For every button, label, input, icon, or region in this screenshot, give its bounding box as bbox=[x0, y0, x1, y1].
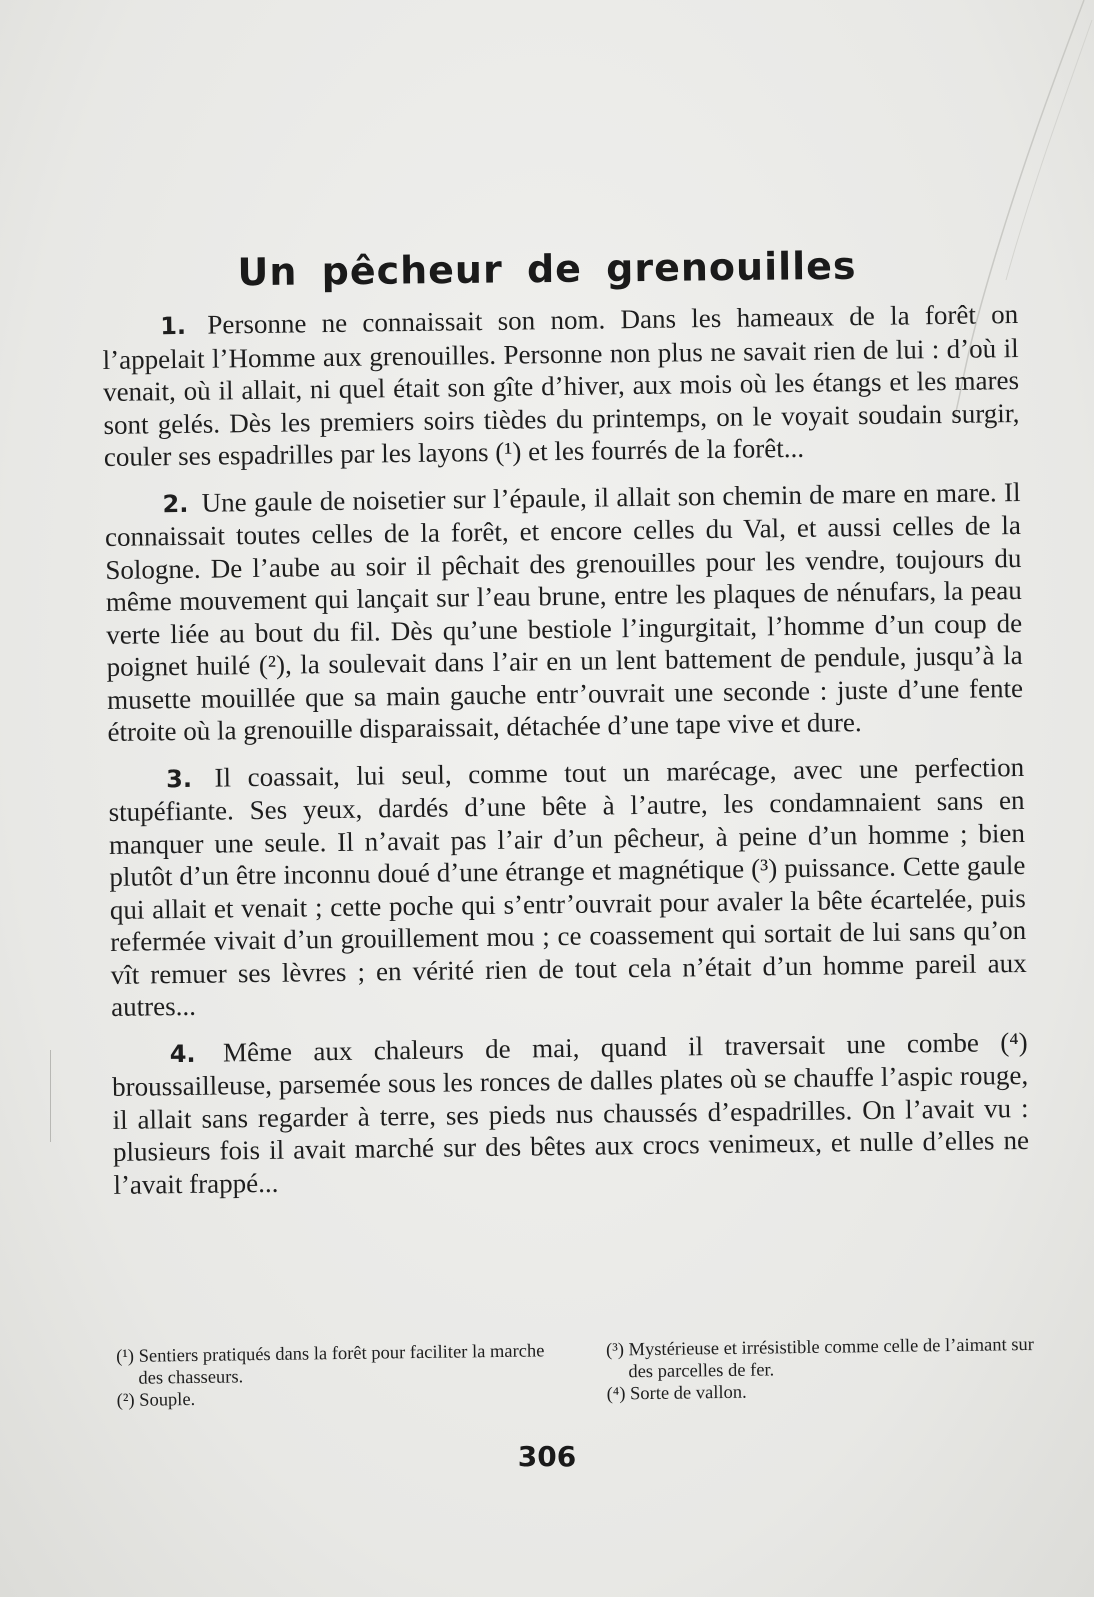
page-number: 306 bbox=[517, 1440, 577, 1473]
margin-mark bbox=[50, 1050, 51, 1142]
paragraph-text: Une gaule de noisetier sur l’épaule, il allait son chemin de mare en mare. Il connaissait toutes celles de la forêt, et encore celles du Val, et aussi celles de la Sologne. De l’aube au soir il pêchait des grenouilles pour les vendre, toujours du même mouvement qui lançait sur l’eau brune, entre les plaques de nénufars, la peau verte liée au bout du fil. Dès qu’une bestiole l’ingurgitait, l’homme d’un coup de poignet huilé (²), la soulevait dans l’air en un lent battement de pendule, jusqu’à la musette mouillée que sa main gauche entr’ouvrait une seconde : juste d’une fente étroite où la grenouille disparaissait, détachée d’une tape vive et dure. bbox=[104, 476, 1024, 747]
footnotes-right-column bbox=[606, 1334, 1037, 1406]
footnotes bbox=[116, 1334, 1037, 1412]
footnote-3: (³) Mystérieuse et irrésistible comme celle de l’aimant sur des parcelles de fer. bbox=[605, 1334, 1035, 1383]
footnotes-left-column bbox=[116, 1340, 557, 1412]
paragraph-number: 4. bbox=[169, 1039, 196, 1068]
paragraph-text: Même aux chaleurs de mai, quand il traversait une combe (⁴) broussailleuse, parsemée sous les ronces de dalles plates où se chauffe l’aspic rouge, il allait sans regarder à terre, ses pieds nus chaussés d’espadrilles. On l’avait vu : plusieurs fois il avait marché sur des bêtes aux crocs venimeux, et nulle d’elles ne l’avait frappé... bbox=[111, 1026, 1030, 1200]
paragraph-text: Il coassait, lui seul, comme tout un marécage, avec une perfection stupéfiante. Ses yeux, dardés d’une bête à l’autre, les condamnaient sans en manquer une seule. Il n’avait pas l’air d’un pêcheur, à peine d’un homme ; bien plutôt d’un être inconnu doué d’une étrange et magnétique (³) puissance. Cette gaule qui allait et venait ; cette poche qui s’entr’ouvrait pour avaler la bête écartelée, puis refermée vivait d’un grouillement mou ; ce coassement qui sortait de lui sans qu’on vît remuer ses lèvres ; en vérité rien de tout cela n’était d’un homme pareil aux autres... bbox=[108, 751, 1027, 1022]
body-text bbox=[102, 298, 1030, 1215]
paragraph-number: 2. bbox=[162, 489, 189, 518]
footnote-4: (⁴) Sorte de vallon. bbox=[606, 1382, 747, 1405]
paragraph-2 bbox=[104, 475, 1023, 748]
paragraph-1 bbox=[102, 298, 1020, 473]
paragraph-text: Personne ne connaissait son nom. Dans les hameaux de la forêt on l’appelait l’Homme aux grenouilles. Personne non plus ne savait rien de lui : d’où il venait, où il allait, ni quel était son gîte d’hiver, aux mois où les étangs et les mares sont gelés. Dès les premiers soirs tièdes du printemps, on le voyait soudain surgir, couler ses espadrilles par les layons (¹) et les fourrés de la forêt... bbox=[102, 299, 1020, 472]
paragraph-4 bbox=[112, 1025, 1030, 1200]
footnote-1: (¹) Sentiers pratiqués dans la forêt pour faciliter la marche des chasseurs. bbox=[116, 1341, 545, 1389]
page-title: Un pêcheur de grenouilles bbox=[237, 244, 857, 295]
paragraph-number: 1. bbox=[160, 311, 187, 341]
footnote-2: (²) Souple. bbox=[116, 1389, 196, 1411]
paragraph-3 bbox=[108, 750, 1027, 1023]
paragraph-number: 3. bbox=[165, 764, 193, 793]
